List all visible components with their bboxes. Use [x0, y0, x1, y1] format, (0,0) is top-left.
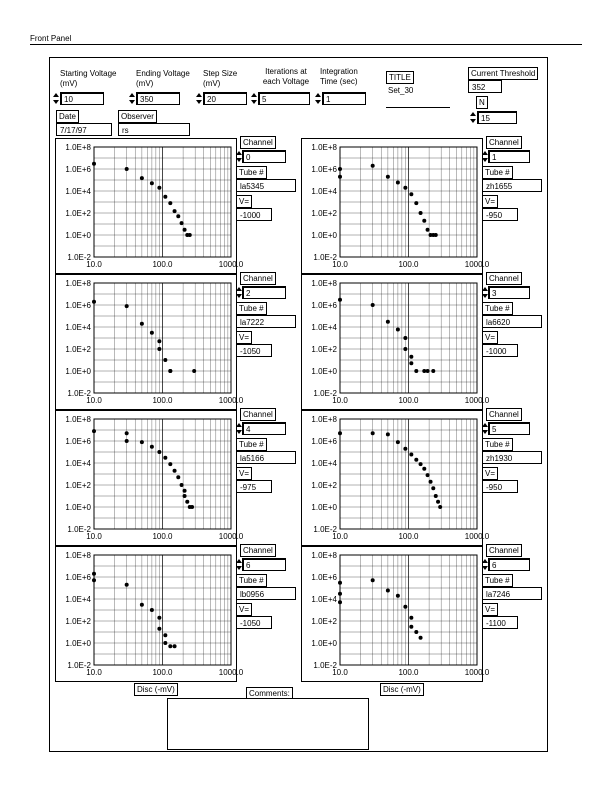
y-tick-label: 1.0E+2 — [311, 481, 337, 490]
title-underline — [386, 107, 450, 108]
tube-input[interactable]: la7222 — [236, 315, 296, 328]
y-tick-label: 1.0E+0 — [65, 367, 91, 376]
data-point — [150, 181, 154, 185]
data-point — [371, 164, 375, 168]
y-tick-label: 1.0E+4 — [65, 187, 91, 196]
voltage-input[interactable]: -1000 — [236, 208, 272, 221]
data-point — [422, 219, 426, 223]
x-tick-label: 100.0 — [398, 260, 419, 269]
channel-label: Channel — [240, 136, 276, 149]
integration-time-label: Integration Time (sec) — [320, 67, 358, 86]
x-tick-label: 1000.0 — [218, 396, 244, 405]
data-point — [157, 450, 161, 454]
voltage-input[interactable]: -1050 — [236, 344, 272, 357]
y-tick-label: 1.0E+2 — [311, 345, 337, 354]
data-point — [434, 233, 438, 237]
data-point — [403, 347, 407, 351]
data-point — [188, 233, 192, 237]
voltage-input[interactable]: -1000 — [482, 344, 518, 357]
voltage-label: V= — [482, 195, 498, 208]
data-point — [403, 447, 407, 451]
data-point — [168, 644, 172, 648]
channel-label: Channel — [240, 408, 276, 421]
integration-time-input[interactable]: 1 — [322, 92, 366, 105]
y-tick-label: 1.0E+2 — [65, 481, 91, 490]
channel-input[interactable]: 1 — [488, 150, 530, 163]
x-tick-label: 100.0 — [398, 532, 419, 541]
y-tick-label: 1.0E+0 — [311, 231, 337, 240]
current-threshold-label: Current Threshold — [468, 67, 538, 80]
data-point — [150, 331, 154, 335]
data-point — [409, 192, 413, 196]
date-input[interactable]: 7/17/97 — [56, 123, 112, 136]
tube-label: Tube # — [236, 574, 267, 587]
data-point — [157, 616, 161, 620]
data-point — [176, 214, 180, 218]
y-tick-label: 1.0E-2 — [313, 525, 337, 534]
data-point — [140, 322, 144, 326]
chart-frame-5 — [301, 410, 490, 546]
channel-label: Channel — [486, 408, 522, 421]
x-tick-label: 1000.0 — [464, 532, 490, 541]
data-point — [419, 211, 423, 215]
data-point — [409, 355, 413, 359]
y-tick-label: 1.0E+4 — [65, 459, 91, 468]
x-tick-label: 10.0 — [86, 260, 102, 269]
data-point — [140, 176, 144, 180]
voltage-input[interactable]: -950 — [482, 208, 518, 221]
x-tick-label: 10.0 — [332, 396, 348, 405]
data-point — [157, 347, 161, 351]
data-point — [371, 303, 375, 307]
window-title: Front Panel — [30, 34, 72, 43]
y-tick-label: 1.0E-2 — [67, 389, 91, 398]
y-tick-label: 1.0E+0 — [311, 503, 337, 512]
x-tick-label: 10.0 — [332, 668, 348, 677]
title-divider — [30, 44, 582, 45]
y-tick-label: 1.0E+6 — [311, 437, 337, 446]
x-axis-label-left: Disc (-mV) — [134, 683, 178, 696]
tube-label: Tube # — [482, 166, 513, 179]
data-point — [163, 358, 167, 362]
y-tick-label: 1.0E+8 — [311, 279, 337, 288]
data-point — [125, 583, 129, 587]
x-tick-label: 1000.0 — [218, 260, 244, 269]
data-point — [183, 228, 187, 232]
data-point — [431, 369, 435, 373]
chart-frame-7 — [301, 546, 490, 682]
y-tick-label: 1.0E+6 — [65, 437, 91, 446]
data-point — [173, 209, 177, 213]
iterations-label: Iterations at each Voltage — [262, 67, 310, 86]
chart-frame-3 — [301, 274, 490, 410]
data-point — [386, 320, 390, 324]
tube-input[interactable]: la6620 — [482, 315, 542, 328]
tube-label: Tube # — [236, 438, 267, 451]
data-point — [140, 440, 144, 444]
data-point — [414, 630, 418, 634]
tube-input[interactable]: zh1655 — [482, 179, 542, 192]
y-tick-label: 1.0E+4 — [311, 187, 337, 196]
data-point — [396, 180, 400, 184]
data-point — [168, 369, 172, 373]
data-point — [426, 228, 430, 232]
y-tick-label: 1.0E+2 — [311, 209, 337, 218]
data-point — [414, 458, 418, 462]
y-tick-label: 1.0E+2 — [65, 345, 91, 354]
data-point — [157, 627, 161, 631]
chart-frame-1 — [301, 138, 490, 274]
data-point — [338, 298, 342, 302]
data-point — [396, 440, 400, 444]
data-point — [419, 462, 423, 466]
chart-1 — [302, 139, 490, 273]
y-tick-label: 1.0E-2 — [67, 253, 91, 262]
y-tick-label: 1.0E+0 — [311, 639, 337, 648]
data-point — [92, 162, 96, 166]
data-point — [409, 361, 413, 365]
data-point — [438, 505, 442, 509]
n-input[interactable]: 15 — [477, 111, 517, 124]
y-tick-label: 1.0E+6 — [311, 165, 337, 174]
date-label: Date — [56, 110, 79, 123]
chart-6 — [56, 547, 244, 681]
data-point — [185, 500, 189, 504]
y-tick-label: 1.0E+6 — [65, 165, 91, 174]
data-point — [150, 608, 154, 612]
channel-label: Channel — [486, 272, 522, 285]
n-label: N — [476, 96, 488, 109]
voltage-input[interactable]: -950 — [482, 480, 518, 493]
data-point — [414, 369, 418, 373]
y-tick-label: 1.0E-2 — [67, 525, 91, 534]
data-point — [92, 300, 96, 304]
data-point — [163, 641, 167, 645]
data-point — [192, 369, 196, 373]
data-point — [92, 572, 96, 576]
y-tick-label: 1.0E+2 — [65, 617, 91, 626]
tube-label: Tube # — [236, 302, 267, 315]
voltage-label: V= — [482, 331, 498, 344]
data-point — [163, 195, 167, 199]
data-point — [409, 452, 413, 456]
x-tick-label: 100.0 — [152, 532, 173, 541]
iterations-stepper[interactable] — [251, 92, 257, 105]
x-tick-label: 1000.0 — [464, 668, 490, 677]
data-point — [371, 578, 375, 582]
data-point — [436, 500, 440, 504]
chart-frame-0 — [55, 138, 244, 274]
channel-label: Channel — [240, 544, 276, 557]
x-tick-label: 10.0 — [332, 260, 348, 269]
y-tick-label: 1.0E+8 — [65, 279, 91, 288]
chart-7 — [302, 547, 490, 681]
data-point — [150, 445, 154, 449]
y-tick-label: 1.0E+4 — [65, 323, 91, 332]
title-value[interactable]: Set_30 — [388, 86, 414, 95]
x-tick-label: 100.0 — [152, 396, 173, 405]
y-tick-label: 1.0E+8 — [65, 415, 91, 424]
comments-textarea[interactable] — [167, 698, 369, 750]
tube-input[interactable]: la5345 — [236, 179, 296, 192]
data-point — [396, 327, 400, 331]
data-point — [338, 175, 342, 179]
x-tick-label: 10.0 — [86, 668, 102, 677]
integration-time-stepper[interactable] — [315, 92, 321, 105]
comments-label: Comments: — [246, 687, 293, 700]
x-axis-label-right: Disc (-mV) — [380, 683, 424, 696]
voltage-label: V= — [236, 195, 252, 208]
ending-voltage-input[interactable]: 350 — [136, 92, 180, 105]
observer-label: Observer — [118, 110, 157, 123]
data-point — [173, 644, 177, 648]
data-point — [431, 486, 435, 490]
channel-input[interactable]: 4 — [242, 422, 286, 435]
data-point — [183, 494, 187, 498]
y-tick-label: 1.0E+8 — [65, 551, 91, 560]
starting-voltage-stepper[interactable] — [53, 92, 59, 105]
y-tick-label: 1.0E+4 — [311, 323, 337, 332]
chart-5 — [302, 411, 490, 545]
data-point — [409, 625, 413, 629]
y-tick-label: 1.0E-2 — [313, 253, 337, 262]
x-tick-label: 1000.0 — [464, 260, 490, 269]
step-size-label: Step Size (mV) — [203, 69, 238, 88]
data-point — [371, 431, 375, 435]
data-point — [422, 467, 426, 471]
data-point — [168, 462, 172, 466]
data-point — [386, 175, 390, 179]
voltage-label: V= — [482, 467, 498, 480]
data-point — [92, 429, 96, 433]
data-point — [434, 494, 438, 498]
data-point — [429, 480, 433, 484]
data-point — [409, 616, 413, 620]
tube-input[interactable]: la5166 — [236, 451, 296, 464]
observer-input[interactable]: rs — [118, 123, 190, 136]
data-point — [386, 432, 390, 436]
chart-2 — [56, 275, 244, 409]
x-tick-label: 100.0 — [398, 396, 419, 405]
y-tick-label: 1.0E+6 — [65, 301, 91, 310]
data-point — [173, 469, 177, 473]
y-tick-label: 1.0E-2 — [313, 661, 337, 670]
data-point — [180, 221, 184, 225]
chart-frame-4 — [55, 410, 244, 546]
tube-input[interactable]: la7246 — [482, 587, 542, 600]
y-tick-label: 1.0E+8 — [311, 551, 337, 560]
data-point — [338, 431, 342, 435]
ending-voltage-label: Ending Voltage (mV) — [136, 69, 190, 88]
tube-label: Tube # — [482, 438, 513, 451]
x-tick-label: 10.0 — [86, 396, 102, 405]
y-tick-label: 1.0E+8 — [311, 415, 337, 424]
y-tick-label: 1.0E+6 — [65, 573, 91, 582]
data-point — [338, 167, 342, 171]
voltage-input[interactable]: -1050 — [236, 616, 272, 629]
data-point — [183, 489, 187, 493]
x-tick-label: 100.0 — [152, 668, 173, 677]
voltage-label: V= — [236, 603, 252, 616]
tube-input[interactable]: lb0956 — [236, 587, 296, 600]
data-point — [419, 636, 423, 640]
data-point — [168, 201, 172, 205]
tube-label: Tube # — [236, 166, 267, 179]
y-tick-label: 1.0E+6 — [311, 301, 337, 310]
voltage-input[interactable]: -975 — [236, 480, 272, 493]
y-tick-label: 1.0E+6 — [311, 573, 337, 582]
data-point — [338, 600, 342, 604]
data-point — [403, 186, 407, 190]
x-tick-label: 1000.0 — [464, 396, 490, 405]
data-point — [157, 339, 161, 343]
data-point — [386, 588, 390, 592]
chart-frame-2 — [55, 274, 244, 410]
y-tick-label: 1.0E+4 — [65, 595, 91, 604]
channel-label: Channel — [486, 136, 522, 149]
data-point — [163, 633, 167, 637]
channel-label: Channel — [486, 544, 522, 557]
y-tick-label: 1.0E+8 — [311, 143, 337, 152]
voltage-label: V= — [236, 331, 252, 344]
channel-input[interactable]: 6 — [242, 558, 286, 571]
tube-input[interactable]: zh1930 — [482, 451, 542, 464]
chart-frame-6 — [55, 546, 244, 682]
y-tick-label: 1.0E-2 — [67, 661, 91, 670]
chart-0 — [56, 139, 244, 273]
starting-voltage-label: Starting Voltage (mV) — [60, 69, 117, 88]
x-tick-label: 10.0 — [86, 532, 102, 541]
data-point — [338, 581, 342, 585]
x-tick-label: 1000.0 — [218, 668, 244, 677]
y-tick-label: 1.0E+8 — [65, 143, 91, 152]
y-tick-label: 1.0E+2 — [65, 209, 91, 218]
y-tick-label: 1.0E-2 — [313, 389, 337, 398]
data-point — [403, 336, 407, 340]
channel-label: Channel — [240, 272, 276, 285]
channel-input[interactable]: 0 — [242, 150, 286, 163]
data-point — [426, 473, 430, 477]
data-point — [396, 594, 400, 598]
voltage-label: V= — [482, 603, 498, 616]
data-point — [426, 369, 430, 373]
data-point — [338, 592, 342, 596]
data-point — [403, 605, 407, 609]
y-tick-label: 1.0E+0 — [65, 231, 91, 240]
channel-input[interactable]: 5 — [488, 422, 530, 435]
y-tick-label: 1.0E+2 — [311, 617, 337, 626]
step-size-stepper[interactable] — [196, 92, 202, 105]
y-tick-label: 1.0E+0 — [65, 639, 91, 648]
y-tick-label: 1.0E+0 — [65, 503, 91, 512]
tube-label: Tube # — [482, 302, 513, 315]
data-point — [190, 505, 194, 509]
y-tick-label: 1.0E+4 — [311, 595, 337, 604]
x-tick-label: 1000.0 — [218, 532, 244, 541]
chart-3 — [302, 275, 490, 409]
starting-voltage-input[interactable]: 10 — [60, 92, 104, 105]
title-label: TITLE — [386, 71, 414, 84]
y-tick-label: 1.0E+0 — [311, 367, 337, 376]
current-threshold-value: 352 — [468, 80, 502, 93]
chart-4 — [56, 411, 244, 545]
data-point — [140, 603, 144, 607]
data-point — [180, 483, 184, 487]
iterations-input[interactable]: 5 — [258, 92, 310, 105]
data-point — [176, 475, 180, 479]
x-tick-label: 100.0 — [152, 260, 173, 269]
data-point — [125, 304, 129, 308]
data-point — [157, 186, 161, 190]
x-tick-label: 10.0 — [332, 532, 348, 541]
data-point — [125, 431, 129, 435]
voltage-input[interactable]: -1100 — [482, 616, 518, 629]
data-point — [125, 439, 129, 443]
tube-label: Tube # — [482, 574, 513, 587]
channel-input[interactable]: 3 — [488, 286, 530, 299]
x-tick-label: 100.0 — [398, 668, 419, 677]
data-point — [125, 167, 129, 171]
y-tick-label: 1.0E+4 — [311, 459, 337, 468]
data-point — [163, 456, 167, 460]
data-point — [414, 201, 418, 205]
channel-input[interactable]: 2 — [242, 286, 286, 299]
channel-input[interactable]: 6 — [488, 558, 530, 571]
voltage-label: V= — [236, 467, 252, 480]
data-point — [92, 578, 96, 582]
n-stepper[interactable] — [470, 111, 476, 124]
ending-voltage-stepper[interactable] — [129, 92, 135, 105]
step-size-input[interactable]: 20 — [203, 92, 247, 105]
